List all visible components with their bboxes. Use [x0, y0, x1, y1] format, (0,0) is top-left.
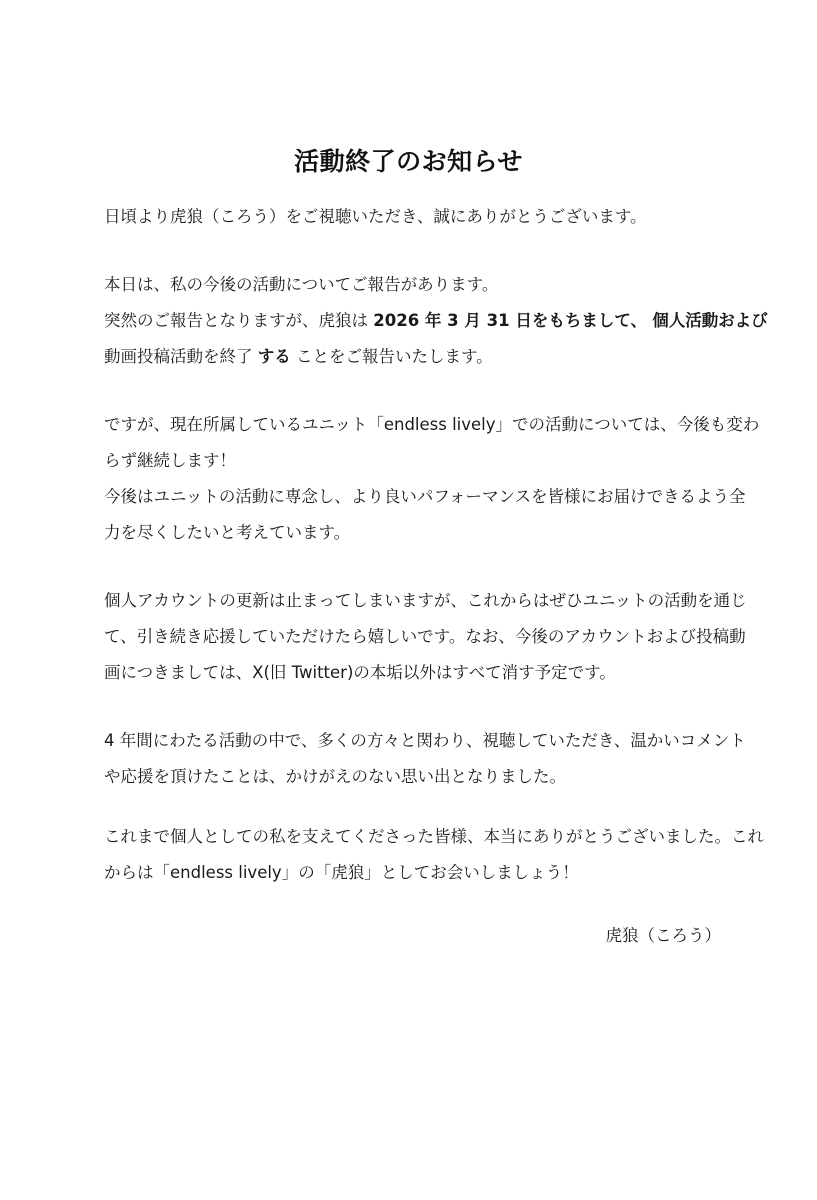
- p5-line-2: からは「endless lively」の「虎狼」としてお会いしましょう！: [104, 863, 579, 882]
- p1-line-3-c: ことをご報告いたします。: [296, 347, 493, 366]
- p1-line-2-c: 個人活動および: [652, 311, 768, 330]
- p1-line-2-a: 突然のご報告となりますが、虎狼は: [104, 311, 368, 330]
- p3-line-3: 画につきましては、X(旧 Twitter)の本垢以外はすべて消す予定です。: [104, 663, 616, 682]
- signature: 虎狼（ころう）: [605, 926, 721, 945]
- p2-line-3: 今後はユニットの活動に専念し、より良いパフォーマンスを皆様にお届けできるよう全: [104, 487, 746, 506]
- p1-line-3-b: する: [257, 347, 291, 366]
- p1-line-1: 本日は、私の今後の活動についてご報告があります。: [104, 275, 499, 294]
- p1-line-3-a: 動画投稿活動を終了: [104, 347, 253, 366]
- p1-line-2: [104, 310, 768, 332]
- p4-line-2: や応援を頂けたことは、かけがえのない思い出となりました。: [104, 767, 566, 786]
- p2-line-1: ですが、現在所属しているユニット「endless lively」での活動については、今後も変わ: [104, 415, 760, 434]
- end-date: 2026 年 3 月 31 日をもちまして、: [373, 311, 648, 330]
- p5-line-1: これまで個人としての私を支えてくださった皆様、本当にありがとうございました。これ: [104, 827, 764, 846]
- document-title: 活動終了のお知らせ: [294, 147, 523, 176]
- p1-line-3: [104, 346, 744, 368]
- p2-line-2: らず継続します！: [104, 451, 236, 470]
- p2-line-4: 力を尽くしたいと考えています。: [104, 523, 351, 542]
- p3-line-1: 個人アカウントの更新は止まってしまいますが、これからはぜひユニットの活動を通じ: [104, 591, 747, 610]
- greeting-line: 日頃より虎狼（ころう）をご視聴いただき、誠にありがとうございます。: [104, 207, 647, 226]
- p4-line-1: 4 年間にわたる活動の中で、多くの方々と関わり、視聴していただき、温かいコメント: [104, 731, 746, 750]
- p3-line-2: て、引き続き応援していただけたら嬉しいです。なお、今後のアカウントおよび投稿動: [104, 627, 746, 646]
